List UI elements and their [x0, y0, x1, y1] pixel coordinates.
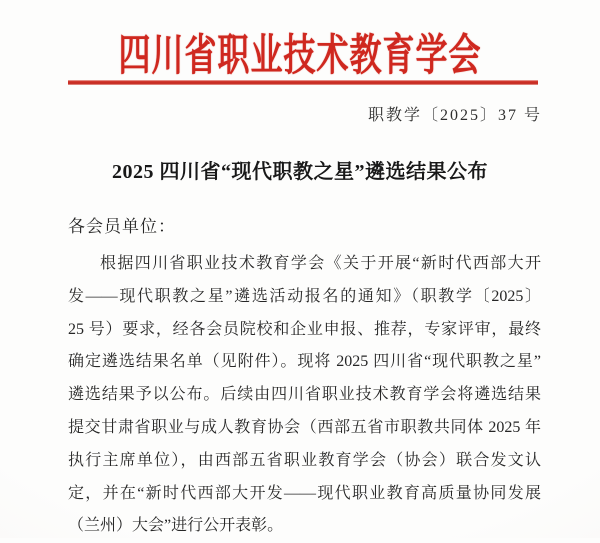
- body-line: 根据四川省职业技术教育学会《关于开展“新时代西部大开: [100, 255, 541, 272]
- red-divider-line: [68, 80, 538, 85]
- salutation: 各会员单位：: [68, 217, 176, 236]
- document-number: 职教学〔2025〕37 号: [367, 107, 542, 124]
- body-line: 提交甘肃省职业与成人教育协会（西部五省市职教共同体 2025 年: [68, 418, 541, 436]
- body-line: 发——现代职教之星”遴选活动报名的通知》（职教学〔2025〕: [68, 287, 541, 305]
- body-line: 定，并在“新时代西部大开发——现代职业教育高质量协同发展: [68, 484, 541, 502]
- letterhead: [0, 21, 600, 80]
- body-paragraph: [68, 248, 541, 543]
- org-name-title: 四川省职业技术教育学会: [118, 30, 482, 80]
- body-line: 执行主席单位），由西部五省职业教育学会（协会）联合发文认: [68, 451, 541, 469]
- body-line: 25 号）要求，经各会员院校和企业申报、推荐，专家评审，最终: [68, 320, 541, 338]
- body-line: （兰州）大会”进行公开表彰。: [68, 517, 284, 535]
- body-line: 遴选结果予以公布。后续由四川省职业技术教育学会将遴选结果: [68, 386, 541, 404]
- document-title: 2025 四川省“现代职教之星”遴选结果公布: [112, 161, 488, 183]
- body-line: 确定遴选结果名单（见附件）。现将 2025 四川省“现代职教之星”: [68, 353, 541, 371]
